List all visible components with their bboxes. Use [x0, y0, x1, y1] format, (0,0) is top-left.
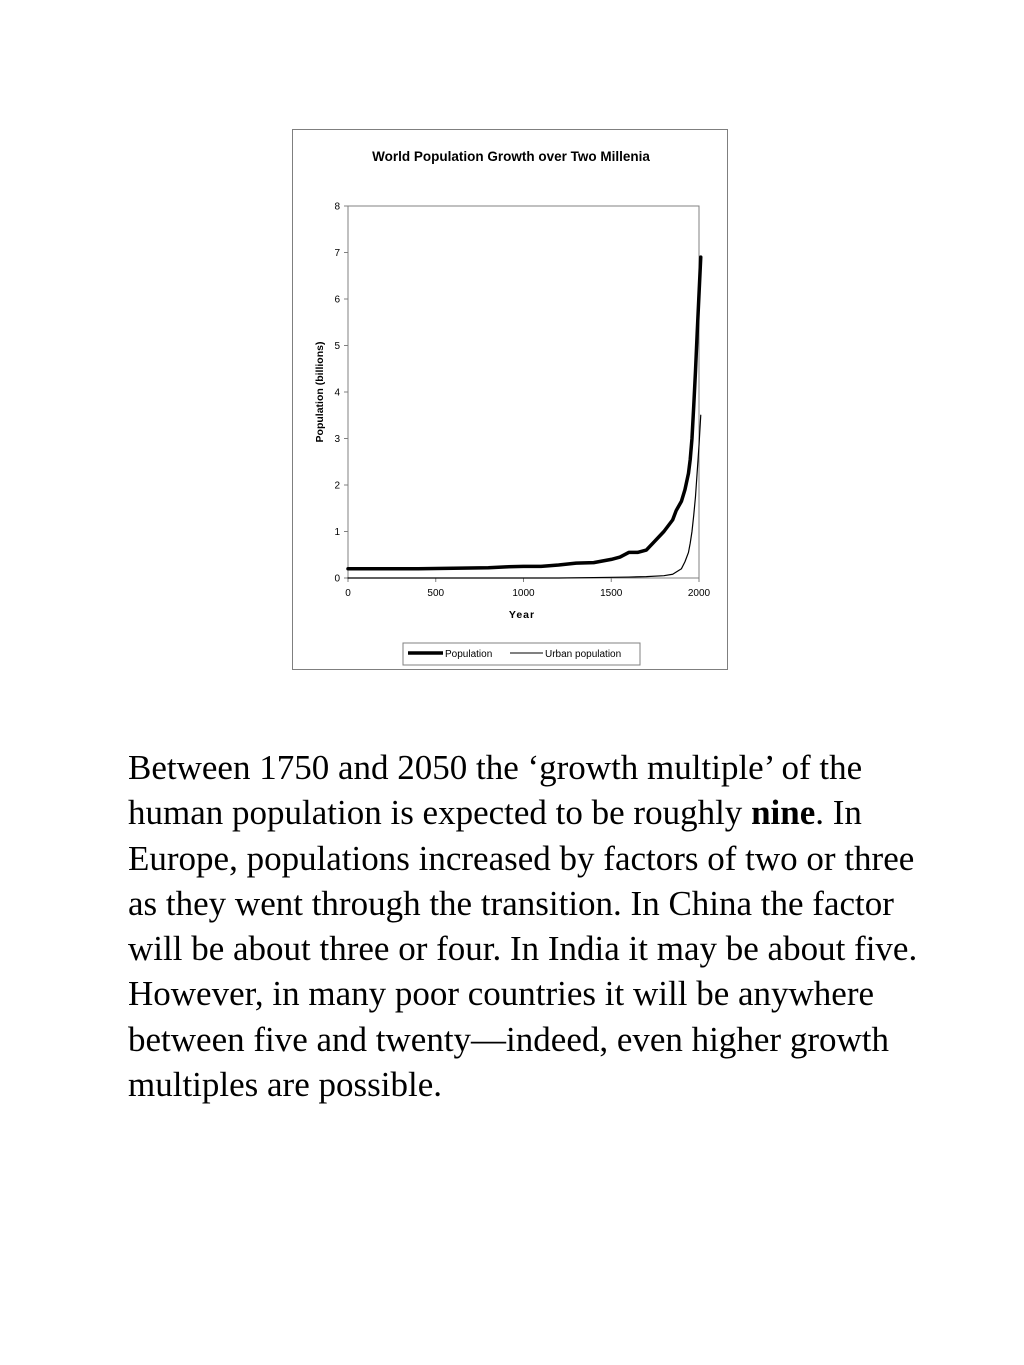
series-layer [348, 257, 701, 578]
y-tick-label: 4 [334, 387, 340, 399]
y-axis-ticks [334, 202, 348, 585]
x-tick-label: 0 [345, 588, 351, 599]
y-tick-label: 1 [334, 527, 340, 538]
x-axis-label: Year [508, 609, 536, 621]
y-tick-label: 2 [334, 480, 340, 492]
y-tick-label: 8 [334, 201, 340, 213]
y-tick-label: 3 [334, 434, 340, 445]
caption-paragraph [128, 745, 928, 1107]
x-tick-label: 500 [427, 588, 445, 599]
y-axis-label: Population (billions) [314, 341, 326, 443]
legend-label-urban-population: Urban population [545, 649, 622, 660]
y-tick-label: 0 [334, 573, 340, 585]
population-chart [293, 130, 729, 671]
plot-area [348, 206, 699, 578]
legend-label-population: Population [445, 649, 493, 660]
chart-frame [292, 129, 728, 670]
caption-text-after: . In Europe, populations increased by factors of two or three as they went through the transition. In China the factor will be about three or four. In India it may be about five. However, in many poor countries it will be anywhere between five and twenty—indeed, even higher growth multiples are possible. [128, 793, 918, 1105]
caption-emphasis: nine [751, 793, 816, 833]
x-axis-ticks [345, 578, 710, 599]
chart-title: World Population Growth over Two Millenia [372, 149, 650, 164]
x-tick-label: 1500 [600, 588, 623, 599]
series-line-population [348, 257, 701, 569]
x-tick-label: 1000 [512, 588, 535, 599]
y-tick-label: 5 [334, 341, 340, 352]
y-tick-label: 6 [334, 294, 340, 306]
y-tick-label: 7 [334, 248, 340, 259]
x-tick-label: 2000 [687, 588, 711, 599]
caption-text-before: Between 1750 and 2050 the ‘growth multiple’ of the human population is expected to be roughly [128, 748, 863, 833]
legend [403, 643, 640, 665]
series-line-urban-population [348, 415, 701, 578]
